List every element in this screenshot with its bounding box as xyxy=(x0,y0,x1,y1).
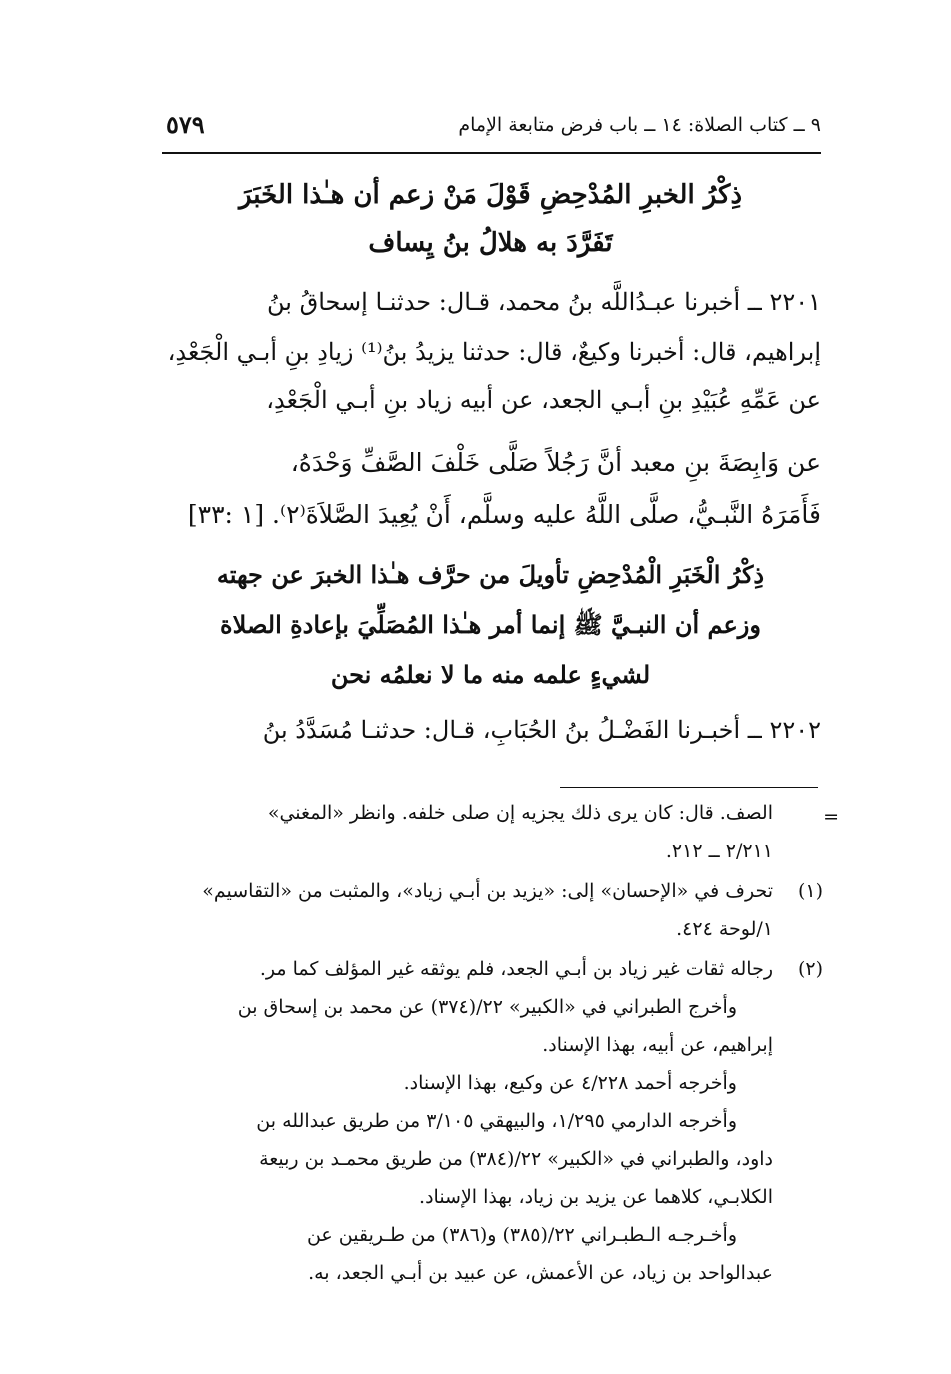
footnote-2-line-8: وأخـرجـه الـطبـراني ٢٢/(٣٨٥) و(٣٨٦) من طـريقين عن xyxy=(306,1224,737,1246)
hadith-2201-line-3: عن عَمِّهِ عُبَيْدِ بنِ أبـي الجعد، عن أبيه زياد بنِ أبـي الْجَعْدِ، xyxy=(266,386,821,414)
footnote-2-line-9: عبدالواحد بن زياد، عن الأعمش، عن عبيد بن أبـي الجعد، به. xyxy=(308,1262,773,1284)
footnote-1-line-1: تحرف في «الإحسان» إلى: «يزيد بن أبـي زياد»، والمثبت من «التقاسيم» xyxy=(202,880,773,902)
footnote-2-marker: (٢) xyxy=(797,958,823,980)
footnote-1-marker: (١) xyxy=(797,880,823,902)
footnote-continuation-marker: = xyxy=(823,806,839,828)
footnote-2-line-5: وأخرجه الدارمي ١/٢٩٥، والبيهقي ٣/١٠٥ من طريق عبدالله بن xyxy=(256,1110,737,1132)
footnote-2-line-1: رجاله ثقات غير زياد بن أبـي الجعد، فلم يوثقه غير المؤلف كما مر. xyxy=(259,958,773,980)
heading-2-line-1: ذِكْرُ الْخَبَرِ الْمُدْحِضِ تأويلَ من حرَّف هـٰذا الخبرَ عن جهته xyxy=(216,560,765,589)
footnote-2-line-3: إبراهيم، عن أبيه، بهذا الإسناد. xyxy=(542,1034,773,1056)
page-number: ٥٧٩ xyxy=(166,110,205,139)
hadith-2201-matn-line-1: عن وَابِصَةَ بنِ معبد أنَّ رَجُلاً صَلَّى خَلْفَ الصَّفِّ وَحْدَهُ، xyxy=(290,448,821,477)
running-title: ٩ ــ كتاب الصلاة: ١٤ ــ باب فرض متابعة الإمام xyxy=(458,114,821,136)
footnote-2-line-7: الكلابـي، كلاهما عن يزيد بن زياد، بهذا الإسناد. xyxy=(419,1186,773,1208)
hadith-2201-line-1: ٢٢٠١ ــ أخبرنا عبـدُاللَّه بنُ محمد، قـال: حدثنـا إسحاقُ بنُ xyxy=(267,288,821,316)
hadith-2202-line-1: ٢٢٠٢ ــ أخبـرنا الفَضْـلُ بنُ الحُبَابِ، قـال: حدثنـا مُسَدَّدُ بنُ xyxy=(262,716,821,744)
heading-1-line-2: تَفَرَّدَ به هلالُ بنُ يِساف xyxy=(368,228,613,258)
header-rule xyxy=(162,152,821,154)
hadith-2201-line-2: إبراهيم، قال: أخبرنا وكيعٌ، قال: حدثنا يزيدُ بنُ⁽¹⁾ زيادِ بنِ أبـي الْجَعْدِ، xyxy=(167,338,821,366)
footnote-continuation-line-1: الصف. قال: كان يرى ذلك يجزيه إن صلى خلفه. وانظر «المغني» xyxy=(267,802,773,824)
footnote-continuation-line-2: ٢/٢١١ ــ ٢١٢. xyxy=(665,840,773,862)
footnote-2-line-2: وأخرج الطبراني في «الكبير» ٢٢/(٣٧٤) عن محمد بن إسحاق بن xyxy=(237,996,737,1018)
heading-2-line-3: لشيءٍ علمه منه ما لا نعلمُه نحن xyxy=(330,660,651,689)
hadith-2201-matn-line-2: فَأَمَرَهُ النَّبـيُّ، صلَّى اللَّهُ عليه وسلَّم، أَنْ يُعِيدَ الصَّلاَةَ⁽٢⁾. [١ :٣٣] xyxy=(187,500,821,529)
heading-2-line-2: وزعم أن النبـيَّ ﷺ إنما أمر هـٰذا المُصَلِّيَ بإعادةِ الصلاة xyxy=(220,610,761,639)
footnote-rule xyxy=(560,787,818,788)
footnote-2-line-4: وأخرجه أحمد ٤/٢٢٨ عن وكيع، بهذا الإسناد. xyxy=(403,1072,737,1094)
heading-1-line-1: ذِكْرُ الخبرِ المُدْحِضِ قَوْلَ مَنْ زعم أن هـٰذا الخَبَرَ xyxy=(238,180,743,210)
page-header xyxy=(162,108,821,148)
footnote-2-line-6: داود، والطبراني في «الكبير» ٢٢/(٣٨٤) من طريق محمـد بن ربيعة xyxy=(259,1148,773,1170)
footnote-1-line-2: ١/لوحة ٤٢٤. xyxy=(676,918,773,940)
